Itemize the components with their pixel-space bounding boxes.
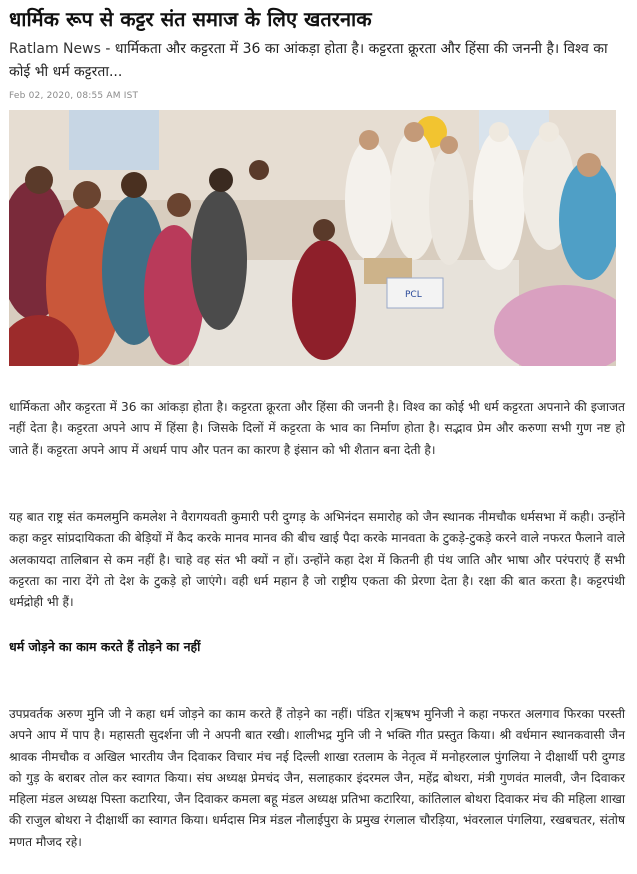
article-photo: [9, 110, 616, 366]
article-paragraph-1: धार्मिकता और कट्टरता में 36 का आंकड़ा होता है। कट्टरता क्रूरता और हिंसा की जननी है। विश्व का कोई भी धर्म कट्टरता अपनाने की इजाजत नहीं देता है। कट्टरता अपने आप में हिंसा है। जिसके दिलों में कट्टरता के भाव का निर्माण होता है। सद्भाव प्रेम और करुणा सभी गुण नष्ट हो जाते हैं। कट्टरता अपने आप में अधर्म पाप और पतन का कारण है इंसान को भी शैतान बना देती है।: [9, 400, 625, 457]
summary-text: धार्मिकता और कट्टरता में 36 का आंकड़ा होता है। कट्टरता क्रूरता और हिंसा की जननी है। विश्व का कोई भी धर्म कट्टरता...: [9, 41, 608, 80]
article-paragraph-2: यह बात राष्ट्र संत कमलमुनि कमलेश ने वैरागयवती कुमारी परी दुग्गड़ के अभिनंदन समारोह को जैन स्थानक नीमचौक धर्मसभा में कही। उन्होंने कहा कट्टर सांप्रदायिकता की बेड़ियों में कैद करके मानव मानव की बीच खाई पैदा करके मानवता के टुकड़े-टुकड़े करने वाले नफरत फैलाने वाले अलकायदा तालिबान से कम नहीं है। चाहे वह संत भी क्यों न हों। उन्होंने कहा देश में कितनी ही पंथ जाति और भाषा और परंपराएं हैं सभी कट्टरता का नारा देंगे तो देश के टुकड़े हो जाएंगे। वही धर्म महान है जो राष्ट्रीय एकता की प्रेरणा देता है। रक्षा की बात करता है। कट्टरपंथी धर्मद्रोही भी हैं।: [9, 510, 625, 610]
event-photo-illustration: [9, 110, 616, 366]
news-source[interactable]: Ratlam News: [9, 41, 101, 57]
article-headline: धार्मिक रूप से कट्टर संत समाज के लिए खतरनाक: [9, 7, 372, 31]
box-label: PCL: [405, 290, 422, 300]
article-subheading: धर्म जोड़ने का काम करते हैं तोड़ने का नहीं: [9, 639, 201, 654]
article-paragraph-3: उपप्रवर्तक अरुण मुनि जी ने कहा धर्म जोड़ने का काम करते हैं तोड़ने का नहीं। पंडित र|ऋषभ मुनिजी ने कहा नफरत अलगाव फिरका परस्ती अपने आप में पाप है। महासती सुदर्शना जी ने अपनी बात रखी। शालीभद्र मुनि जी ने भक्ति गीत प्रस्तुत किया। श्री वर्धमान स्थानकवासी जैन श्रावक नीमचौक व अखिल भारतीय जैन दिवाकर विचार मंच नई दिल्ली शाखा रतलाम के नेतृत्व में मनोहरलाल पुंगलिया ने दीक्षार्थी परी दुग्गड को गुड़ के बराबर तोल कर स्वागत किया। संघ अध्यक्ष प्रेमचंद जैन, सलाहकार इंदरमल जैन, महेंद्र बोथरा, मंत्री गुणवंत मालवी, जैन दिवाकर महिला मंडल अध्यक्ष पिस्ता कटारिया, जैन दिवाकर कमला बहू मंडल अध्यक्ष प्रतिभा कटारिया, कांतिलाल बोथरा दिवाकर मंच की महिला शाखा की राजुल बोथरा ने दीक्षार्थी का स्वागत किया। धर्मदास मित्र मंडल नौलाईपुरा के प्रमुख रंगलाल चौरड़िया, भंवरलाल पंगलिया, रखबचतर, संतोष मणत मौजद रहे।: [9, 707, 625, 849]
article-summary: [9, 38, 627, 84]
publish-date: Feb 02, 2020, 08:55 AM IST: [9, 91, 139, 101]
source-separator: -: [100, 41, 115, 57]
photo-window-left: [69, 110, 159, 170]
